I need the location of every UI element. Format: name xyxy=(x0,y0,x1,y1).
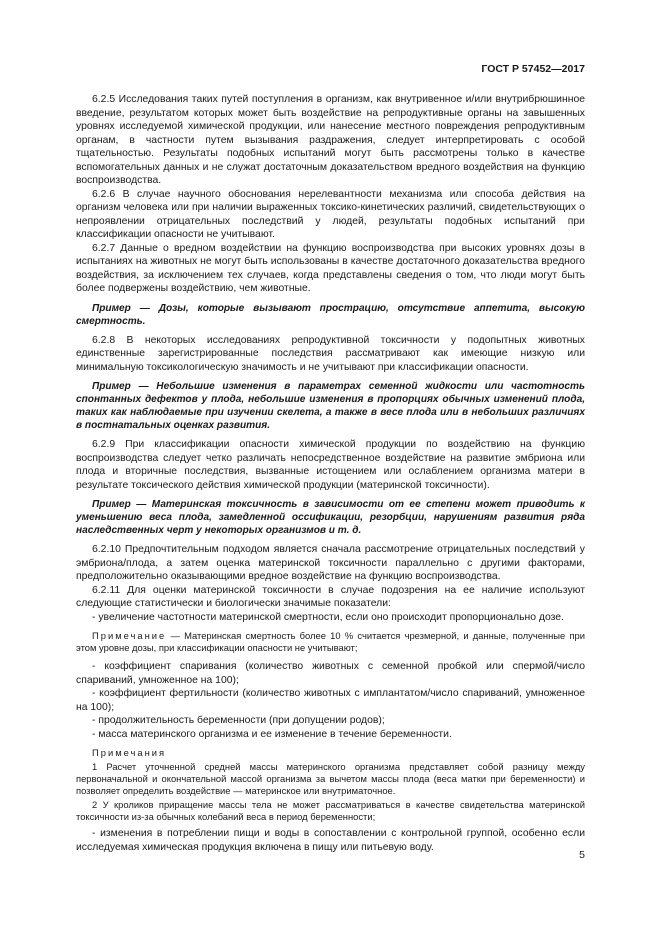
note-2: 2 У кроликов приращение массы тела не может рассматриваться в качестве свидетельства материнской токсичности из-за обычных колебаний веса в период беременности; xyxy=(76,799,585,822)
list-item-pregnancy-duration: - продолжительность беременности (при допущении родов); xyxy=(92,715,385,726)
list-item-mortality: - увеличение частотности материнской смертности, если оно происходит пропорционально дозе. xyxy=(92,611,564,623)
paragraph-6-2-8: 6.2.8 В некоторых исследованиях репродуктивной токсичности у подопытных животных единственные зарегистрированные последствия рассматривают как имеющие низкую или минимальную токсикологическую значимость и не учитывают при классификации опасности. xyxy=(76,334,585,373)
list-item-fertility-index: - коэффициент фертильности (количество животных с имплантатом/число спариваний, умноженное на 100); xyxy=(76,688,585,713)
note-label: Примечание xyxy=(92,630,167,641)
paragraph-6-2-10: 6.2.10 Предпочтительным подходом является сначала рассмотрение отрицательных последствий у эмбриона/плода, а затем оценка материнской токсичности параллельно с другими факторами, предположительно оказывающими вредное воздействие на функцию воспроизводства. xyxy=(76,544,585,582)
list-item-mating-index: - коэффициент спаривания (количество животных с семенной пробкой или спермой/число спариваний, умноженное на 100); xyxy=(76,661,585,686)
example-3: Пример — Материнская токсичность в зависимости от ее степени может приводить к уменьшению веса плода, замедленной оссификации, резорбции, нарушениям развития ряда наследственных черт у некоторых организмов и т. д. xyxy=(76,499,585,536)
paragraph-6-2-11: 6.2.11 Для оценки материнской токсичности в случае подозрения на ее наличие используют следующие статистически и биологически значимые показатели: xyxy=(76,584,585,609)
document-standard-id: ГОСТ Р 57452—2017 xyxy=(481,63,585,75)
list-item-maternal-mass: - масса материнского организма и ее изменение в течение беременности. xyxy=(92,728,452,740)
page-number: 5 xyxy=(579,849,585,861)
paragraph-6-2-6: 6.2.6 В случае научного обоснования нерелевантности механизма или способа действия на организм человека или при наличии выраженных токсико-кинетических различий, свидетельствующих о непроявлении отрицательных последствий у людей, результаты подобных испытаний при классификации опасности не учитывают. xyxy=(76,188,585,240)
example-1: Пример — Дозы, которые вызывают прострацию, отсутствие аппетита, высокую смертность. xyxy=(76,302,585,327)
note-mortality xyxy=(76,630,585,654)
list-item-food-water: - изменения в потреблении пищи и воды в сопоставлении с контрольной группой, особенно если исследуемая химическая продукция включена в пищу или питьевую воду. xyxy=(76,828,585,853)
paragraph-6-2-7: 6.2.7 Данные о вредном воздействии на функцию воспроизводства при высоких уровнях дозы в испытаниях на животных не могут быть использованы в качестве достаточного доказательства вредного воздействия, за исключением тех случаев, когда представлены сведения о том, что люди могут быть более подвержены воздействию, чем животные. xyxy=(76,242,585,294)
notes-heading: Примечания xyxy=(92,747,167,758)
paragraph-6-2-5: 6.2.5 Исследования таких путей поступления в организм, как внутривенное и/или внутрибрюшинное введение, результатом которых может быть воздействие на репродуктивные органы на завышенных уровнях исследуемой химической продукции, или нанесение местного повреждения репродуктивным органам, в частности путем вызывания раздражения, следует интерпретировать с особой тщательностью. Результаты подобных испытаний могут быть рассмотрены только в качестве вспомогательных данных и не служат достаточным доказательством вредного воздействия на функцию воспроизводства. xyxy=(76,94,585,186)
document-body xyxy=(76,93,585,854)
example-2: Пример — Небольшие изменения в параметрах семенной жидкости или частотность спонтанных дефектов у плода, небольшие изменения в пропорциях обычных изменений плода, таких как наблюдаемые при изучении скелета, а также в весе плода или в небольших различиях в постнатальных оценках развития. xyxy=(76,381,585,431)
note-text: — Материнская смертность более 10 % считается чрезмерной, и данные, полученные при этом уровне дозы, при классификации опасности не учитывают; xyxy=(76,630,585,653)
paragraph-6-2-9: 6.2.9 При классификации опасности химической продукции по воздействию на функцию воспроизводства следует четко различать непосредственное воздействие на развитие эмбриона или плода и вторичные последствия, вызванные истощением или ослаблением организма матери в результате токсического действия химической продукции (материнской токсичности). xyxy=(76,439,585,491)
note-1: 1 Расчет уточненной средней массы материнского организма представляет собой разницу между первоначальной и окончательной массой организма за вычетом массы плода (веса матки при беременности) и позволяет определить воздействие — материнское или внутриматочное. xyxy=(76,761,585,796)
